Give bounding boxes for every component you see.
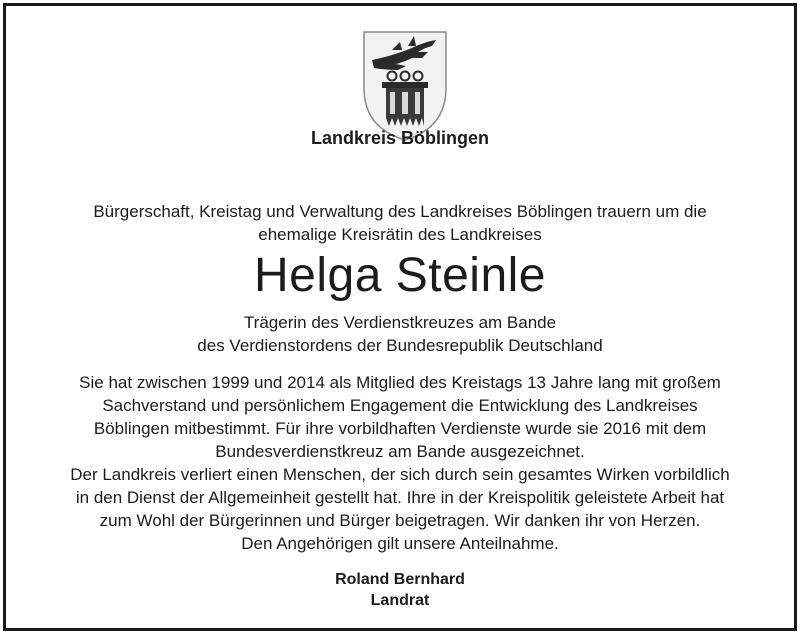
honor-line: Trägerin des Verdienstkreuzes am Bande — [243, 313, 557, 332]
honor-line: des Verdienstordens der Bundesrepublik Deutschland — [197, 336, 603, 355]
deceased-name: Helga Steinle — [253, 249, 546, 302]
paragraph-line: Bundesverdienstkreuz am Bande ausgezeichnet. — [215, 442, 585, 461]
paragraph-line: Der Landkreis verliert einen Menschen, der sich durch sein gesamtes Wirken vorbildlich — [70, 465, 730, 484]
intro-line: ehemalige Kreisrätin des Landkreises — [258, 225, 542, 244]
signatory-title: Landrat — [370, 592, 430, 609]
obituary-notice — [3, 3, 797, 631]
condolence-line: Den Angehörigen gilt unsere Anteilnahme. — [241, 534, 559, 553]
intro-line: Bürgerschaft, Kreistag und Verwaltung des Landkreises Böblingen trauern um die — [93, 202, 707, 221]
paragraph-line: Sie hat zwischen 1999 und 2014 als Mitglied des Kreistags 13 Jahre lang mit großem — [79, 373, 721, 392]
paragraph-line: in den Dienst der Allgemeinheit gestellt hat. Ihre in der Kreispolitik geleistete Arbeit hat — [75, 488, 725, 507]
paragraph-line: Sachverstand und persönlichem Engagement die Entwicklung des Landkreises — [102, 396, 698, 415]
organization-title: Landkreis Böblingen — [310, 128, 490, 148]
boeblingen-coat-of-arms-icon — [362, 30, 448, 142]
paragraph-line: Böblingen mitbestimmt. Für ihre vorbildhaften Verdienste wurde sie 2016 mit dem — [93, 419, 707, 438]
signatory-name: Roland Bernhard — [335, 571, 465, 588]
paragraph-line: zum Wohl der Bürgerinnen und Bürger beigetragen. Wir danken ihr von Herzen. — [99, 511, 701, 530]
